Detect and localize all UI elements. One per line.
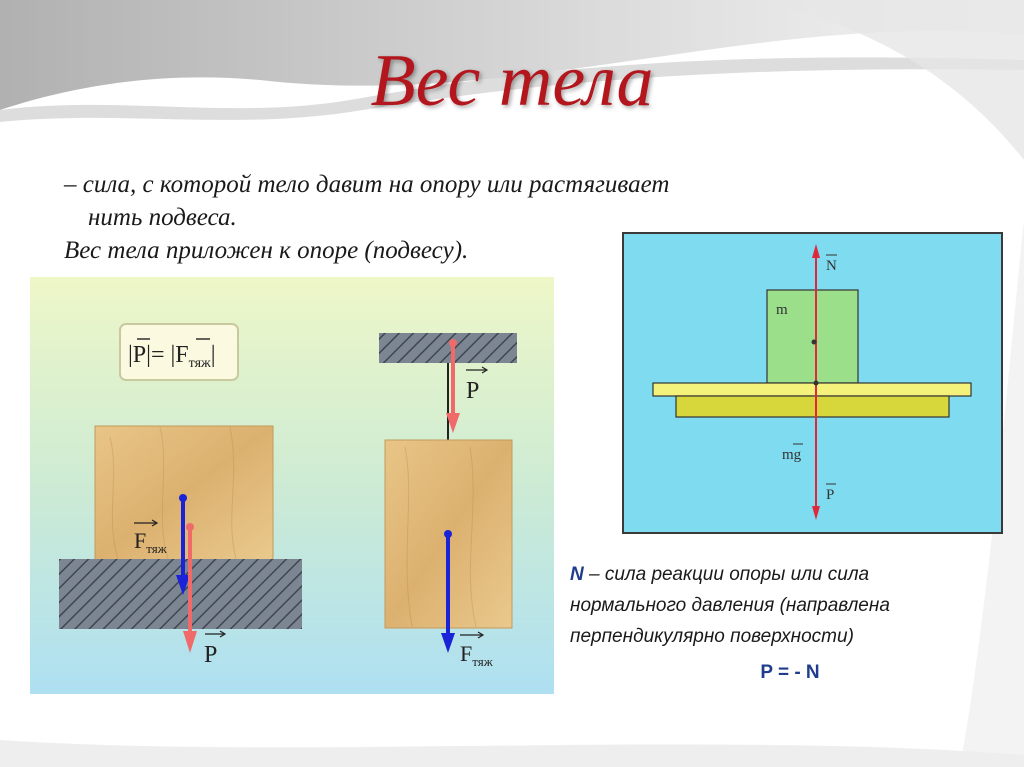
- hatched-ceiling: [379, 333, 517, 363]
- label-p-thread: P: [466, 378, 480, 404]
- formula-end: |: [210, 342, 216, 368]
- table-top: [653, 383, 971, 396]
- definition-line-1: – сила, с которой тело давит на опору или растягивает: [64, 171, 670, 198]
- table-base: [676, 396, 949, 417]
- label-p-right: P: [826, 487, 835, 503]
- formula-p: |P|: [128, 342, 151, 368]
- slide-title: Вес тела: [370, 40, 654, 122]
- formula-sub: тяж: [188, 356, 211, 371]
- note-line-1: [570, 559, 1010, 590]
- note-line-3: перпендикулярно поверхности): [570, 626, 854, 647]
- formula-eq: = |F: [150, 342, 189, 368]
- label-p-support: P: [204, 642, 218, 668]
- label-n: N: [826, 258, 837, 274]
- weight-diagram-left: [30, 277, 554, 694]
- label-m: m: [776, 302, 788, 318]
- definition-text: [64, 168, 904, 234]
- definition-line-2: нить подвеса.: [88, 204, 237, 231]
- note-line-2: нормального давления (направлена: [570, 595, 890, 616]
- label-f-hanging: $F_{тяж}$: [460, 641, 493, 669]
- weight-equation: P = - N: [760, 662, 820, 683]
- weight-diagram-right: [622, 232, 1003, 534]
- label-f-gravity: $F_{тяж}$: [134, 528, 167, 556]
- normal-force-note: [570, 559, 1010, 652]
- note-symbol: N: [570, 564, 584, 585]
- hatched-support: [59, 559, 302, 629]
- label-mg: mg: [782, 447, 802, 463]
- applied-to-text: Вес тела приложен к опоре (подвесу).: [64, 237, 469, 264]
- formula-box: [120, 324, 238, 380]
- note-text-1: – сила реакции опоры или сила: [583, 564, 870, 585]
